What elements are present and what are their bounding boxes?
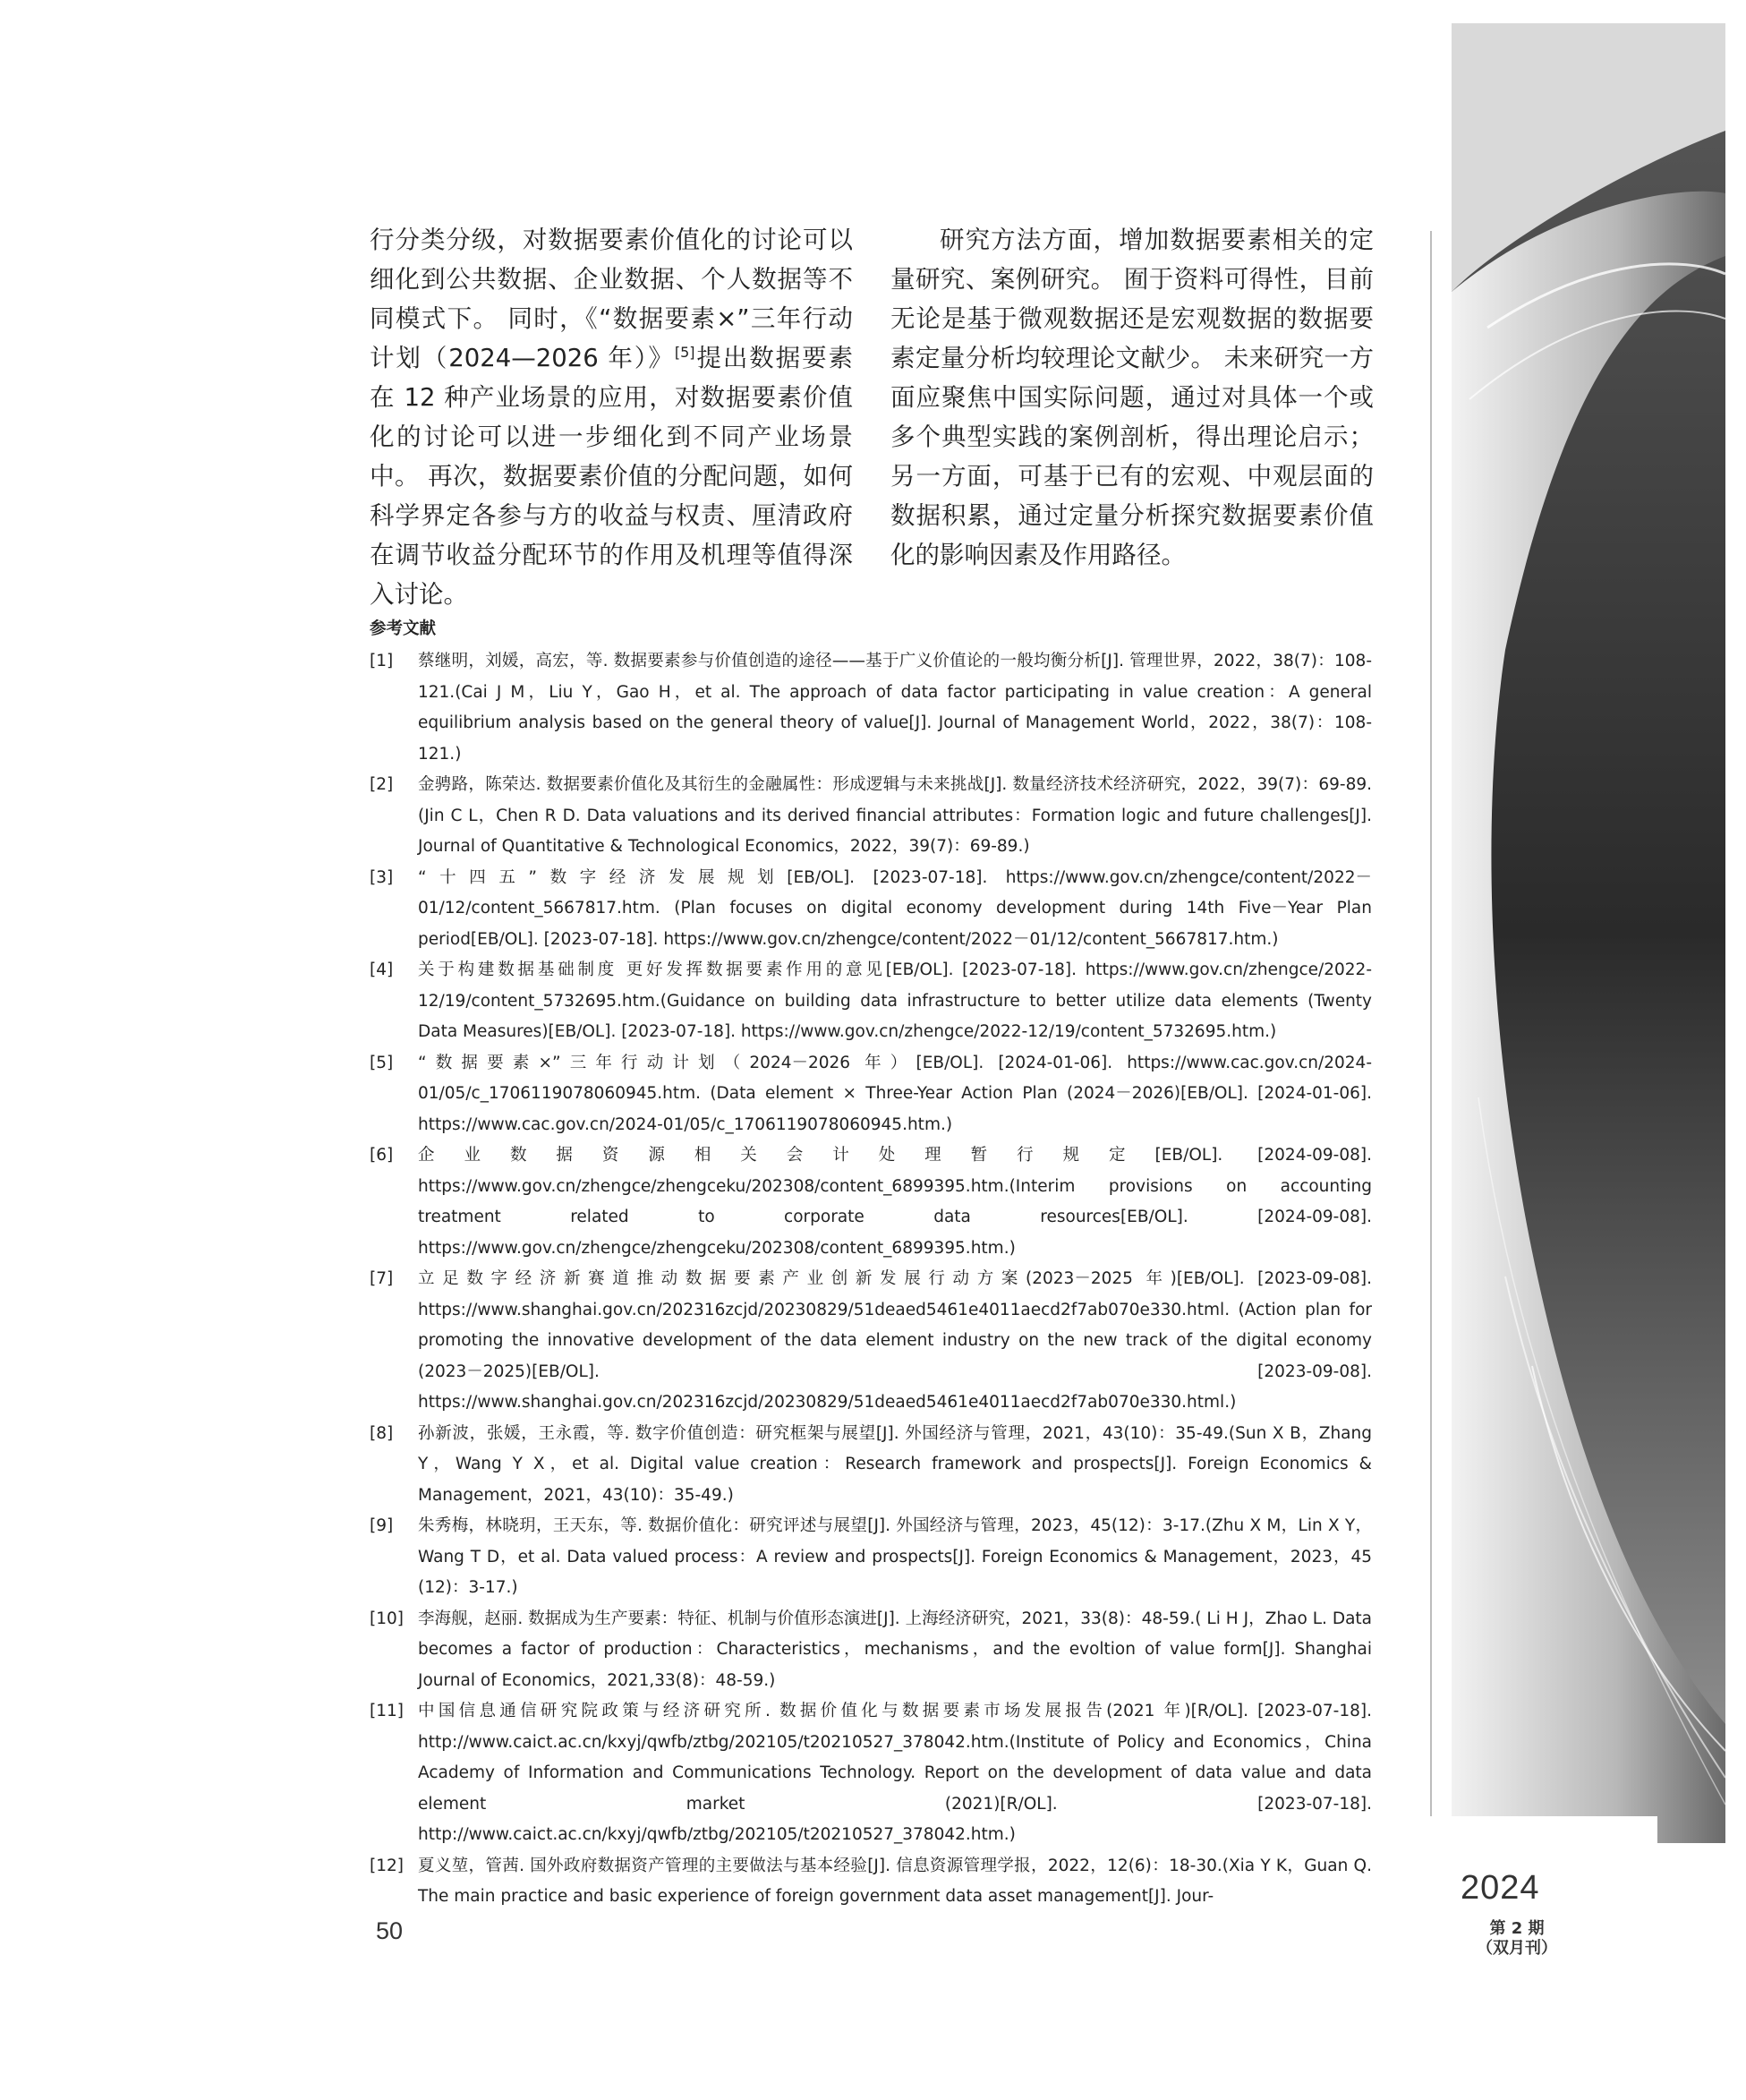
reference-item (370, 955, 1372, 1048)
reference-number: [1] (370, 652, 394, 670)
column-divider-line (1430, 231, 1432, 2082)
page-number: 50 (376, 1917, 404, 1944)
decorative-cover-band (1452, 23, 1725, 1843)
reference-number: [12] (370, 1856, 404, 1875)
reference-text: 金骋路，陈荣达. 数据要素价值化及其衍生的金融属性：形成逻辑与未来挑战[J]. 数量经济技术经济研究，2022，39(7)：69-89.(Jin C L，Chen R D. Data valuations and its derived financial attributes：Formation logic and future challenges[J]. Journal of Quantitative & Technological Economics，2022，39(7)：69-89.) (418, 775, 1372, 856)
body-column-right (890, 220, 1374, 575)
reference-number: [11] (370, 1702, 404, 1720)
reference-number: [7] (370, 1269, 394, 1288)
reference-text: 蔡继明，刘媛，高宏，等. 数据要素参与价值创造的途径——基于广义价值论的一般均衡分析[J]. 管理世界，2022，38(7)：108-121.(Cai J M，Liu Y，Gao H，et al. The approach of data factor participating in value creation：A general equilibrium analysis based on the general theory of value[J]. Journal of Management World，2022，38(7)：108-121.) (418, 652, 1372, 764)
reference-text: 夏义堃，管茜. 国外政府数据资产管理的主要做法与基本经验[J]. 信息资源管理学报，2022，12(6)：18-30.(Xia Y K，Guan Q. The main practice and basic experience of foreign government data asset management[J]. Jour- (418, 1856, 1372, 1906)
reference-item (370, 1511, 1372, 1604)
issue-number: 第 2 期 (1489, 1919, 1545, 1938)
reference-text: 中国信息通信研究院政策与经济研究所. 数据价值化与数据要素市场发展报告(2021 年)[R/OL]. [2023-07-18]. http://www.caict.ac.cn/kxyj/qwfb/ztbg/202105/t20210527_378042.htm.(Institute of Policy and Economics，China Academy of Information and Communications Technology. Report on the development of data value and data element market (2021)[R/OL]. [2023-07-18]. http://www.caict.ac.cn/kxyj/qwfb/ztbg/202105/t20210527_378042.htm.) (418, 1702, 1372, 1844)
reference-text: “数据要素×”三年行动计划（2024－2026 年）[EB/OL]. [2024-01-06]. https://www.cac.gov.cn/2024-01/05/c_1706119078060945.htm. (Data element × Three-Year Action Plan (2024－2026)[EB/OL]. [2024-01-06]. https://www.cac.gov.cn/2024-01/05/c_1706119078060945.htm.) (418, 1053, 1372, 1134)
reference-number: [8] (370, 1423, 394, 1443)
reference-number: [5] (370, 1053, 394, 1072)
reference-number: [6] (370, 1146, 394, 1165)
reference-item (370, 1851, 1372, 1913)
reference-item (370, 1604, 1372, 1697)
body-paragraph: 研究方法方面，增加数据要素相关的定量研究、案例研究。 囿于资料可得性，目前无论是基于微观数据还是宏观数据的数据要素定量分析均较理论文献少。 未来研究一方面应聚焦中国实际问题，通过对具体一个或多个典型实践的案例剖析，得出理论启示；另一方面，可基于已有的宏观、中观层面的数据积累，通过定量分析探究数据要素价值化的影响因素及作用路径。 (890, 226, 1374, 569)
body-paragraph (370, 220, 853, 614)
reference-item (370, 1419, 1372, 1512)
reference-list (370, 646, 1372, 1913)
reference-item (370, 646, 1372, 770)
issue-year: 2024 (1461, 1869, 1540, 1907)
reference-text: “十四五”数字经济发展规划[EB/OL]. [2023-07-18]. https://www.gov.cn/zhengce/content/2022－01/12/content_5667817.htm. (Plan focuses on digital economy development during 14th Five－Year Plan period[EB/OL]. [2023-07-18]. https://www.gov.cn/zhengce/content/2022－01/12/content_5667817.htm.) (418, 867, 1372, 949)
issue-frequency: （双月刊） (1477, 1939, 1557, 1958)
reference-item (370, 1140, 1372, 1264)
reference-text: 关于构建数据基础制度 更好发挥数据要素作用的意见[EB/OL]. [2023-07-18]. https://www.gov.cn/zhengce/2022-12/19/content_5732695.htm.(Guidance on building data infrastructure to better utilize data elements (Twenty Data Measures)[EB/OL]. [2023-07-18]. https://www.gov.cn/zhengce/2022-12/19/content_5732695.htm.) (418, 960, 1372, 1041)
reference-number: [10] (370, 1609, 404, 1628)
body-column-left (370, 220, 853, 614)
body-text: 行分类分级，对数据要素价值化的讨论可以细化到公共数据、企业数据、个人数据等不同模式下。 同时，《“数据要素×”三年行动计划（2024—2026 年）》 (370, 226, 853, 372)
reference-item (370, 1264, 1372, 1419)
reference-item (370, 1696, 1372, 1851)
body-text: 提出数据要素在 12 种产业场景的应用，对数据要素价值化的讨论可以进一步细化到不同产业场景中。 再次，数据要素价值的分配问题，如何科学界定各参与方的收益与权责、厘清政府在调节收益分配环节的作用及机理等值得深入讨论。 (370, 344, 854, 609)
reference-text: 立足数字经济新赛道推动数据要素产业创新发展行动方案(2023－2025 年)[EB/OL]. [2023-09-08]. https://www.shanghai.gov.cn/202316zcjd/20230829/51deaed5461e4011aecd2f7ab070e330.html. (Action plan for promoting the innovative development of the data element industry on the new track of the digital economy (2023－2025)[EB/OL]. [2023-09-08]. https://www.shanghai.gov.cn/202316zcjd/20230829/51deaed5461e4011aecd2f7ab070e330.html.) (418, 1269, 1372, 1412)
citation-marker: [5] (674, 343, 695, 361)
reference-number: [2] (370, 775, 394, 794)
decorative-swirl-graphic (1452, 23, 1725, 1843)
reference-text: 李海舰，赵丽. 数据成为生产要素：特征、机制与价值形态演进[J]. 上海经济研究，2021，33(8)：48-59.( Li H J，Zhao L. Data becomes a factor of production：Characteristics，mechanisms，and the evoltion of value form[J]. Shanghai Journal of Economics，2021,33(8)：48-59.) (418, 1609, 1372, 1690)
reference-text: 朱秀梅，林晓玥，王天东，等. 数据价值化：研究评述与展望[J]. 外国经济与管理，2023，45(12)：3-17.(Zhu X M，Lin X Y，Wang T D，et al. Data valued process：A review and prospects[J]. Foreign Economics & Management，2023，45 (12)：3-17.) (418, 1516, 1372, 1597)
reference-number: [4] (370, 960, 394, 979)
reference-number: [3] (370, 867, 394, 887)
reference-text: 企业数据资源相关会计处理暂行规定[EB/OL]. [2024-09-08]. https://www.gov.cn/zhengce/zhengceku/202308/content_6899395.htm.(Interim provisions on accounting treatment related to corporate data resources[EB/OL]. [2024-09-08]. https://www.gov.cn/zhengce/zhengceku/202308/content_6899395.htm.) (418, 1146, 1372, 1258)
reference-number: [9] (370, 1516, 394, 1535)
reference-item (370, 863, 1372, 956)
references-heading: 参考文献 (370, 619, 437, 638)
reference-text: 孙新波，张媛，王永霞，等. 数字价值创造：研究框架与展望[J]. 外国经济与管理，2021，43(10)：35-49.(Sun X B，Zhang Y，Wang Y X，et al. Digital value creation：Research framework and prospects[J]. Foreign Economics & Management，2021，43(10)：35-49.) (418, 1423, 1372, 1505)
reference-item (370, 1048, 1372, 1141)
reference-item (370, 770, 1372, 863)
